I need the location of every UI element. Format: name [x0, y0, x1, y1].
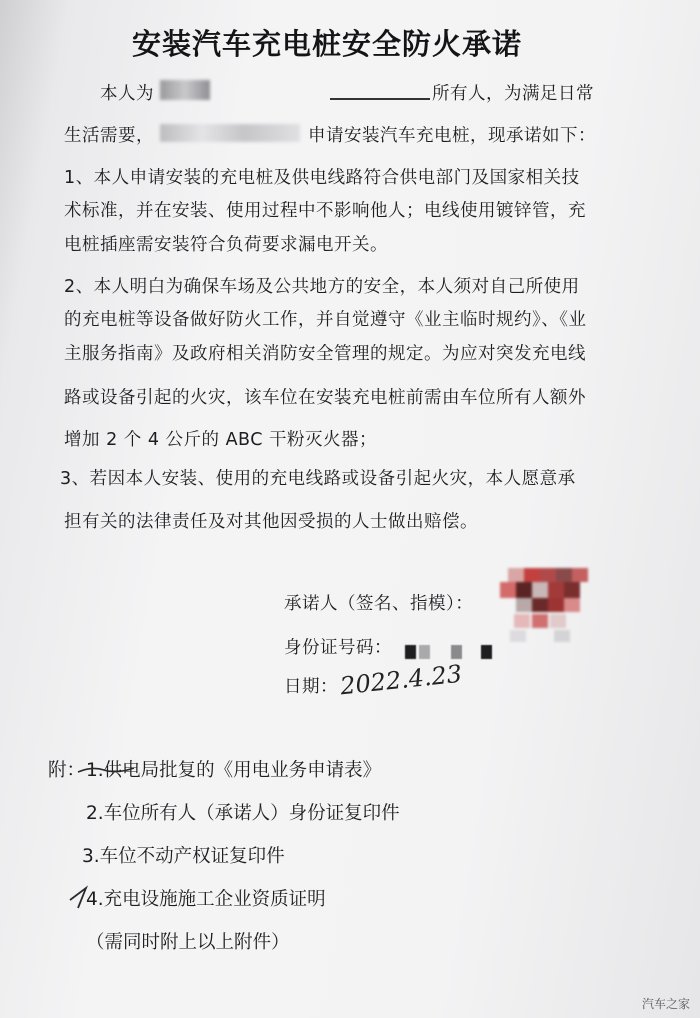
- clause2-line: 主服务指南》及政府相关消防安全管理的规定。为应对突发充电线: [64, 344, 586, 364]
- handwritten-date: 2022.4.23: [338, 659, 464, 701]
- blank-underline: [330, 98, 430, 100]
- attachment-item: 2.车位所有人（承诺人）身份证复印件: [86, 803, 400, 824]
- attachments-prefix: 附：: [48, 760, 86, 781]
- watermark-text: 汽车之家: [641, 997, 690, 1011]
- redacted-fingerprint-mosaic: [500, 568, 590, 658]
- intro-line2-prefix: 生活需要，: [64, 126, 154, 146]
- handwritten-strike-mark: [74, 756, 144, 786]
- redacted-address: [160, 124, 300, 142]
- intro-line2-suffix: 申请安装汽车充电桩，现承诺如下：: [308, 126, 596, 146]
- clause2-line: 路或设备引起的火灾，该车位在安装充电桩前需由车位所有人额外: [64, 388, 586, 408]
- redacted-name: [160, 80, 210, 100]
- signer-label: 承诺人（签名、指模）：: [284, 594, 474, 614]
- clause1-line: 1、本人申请安装的充电桩及供电线路符合供电部门及国家相关技: [64, 168, 580, 188]
- intro-line1-suffix: 所有人，为满足日常: [432, 84, 594, 104]
- clause3-line: 担有关的法律责任及对其他因受损的人士做出赔偿。: [64, 512, 478, 532]
- clause2-line: 2、本人明白为确保车场及公共地方的安全，本人须对自己所使用: [64, 277, 580, 297]
- clause2-line: 的充电桩等设备做好防火工作，并自觉遵守《业主临时规约》、《业: [64, 310, 587, 330]
- clause2-line: 增加 2 个 4 公斤的 ABC 干粉灭火器；: [64, 430, 378, 450]
- clause3-line: 3、若因本人安装、使用的充电线路或设备引起火灾，本人愿意承: [60, 469, 576, 489]
- clause1-line: 术标准，并在安装、使用过程中不影响他人；电线使用镀锌管，充: [64, 201, 586, 221]
- handwritten-strike-mark: [66, 874, 106, 914]
- redacted-id-number: [405, 645, 505, 661]
- document-title: 安装汽车充电桩安全防火承诺: [132, 27, 523, 61]
- intro-line1-prefix: 本人为: [100, 84, 154, 104]
- attachment-item: 4.充电设施施工企业资质证明: [86, 889, 326, 910]
- attachment-item: 3.车位不动产权证复印件: [82, 846, 285, 867]
- clause1-line: 电桩插座需安装符合负荷要求漏电开关。: [64, 235, 388, 255]
- attachment-item: 1.供电局批复的《用电业务申请表》: [86, 760, 382, 781]
- attachments-note: （需同时附上以上附件）: [86, 932, 290, 953]
- id-number-label: 身份证号码：: [284, 638, 392, 658]
- date-label: 日期：: [284, 677, 338, 697]
